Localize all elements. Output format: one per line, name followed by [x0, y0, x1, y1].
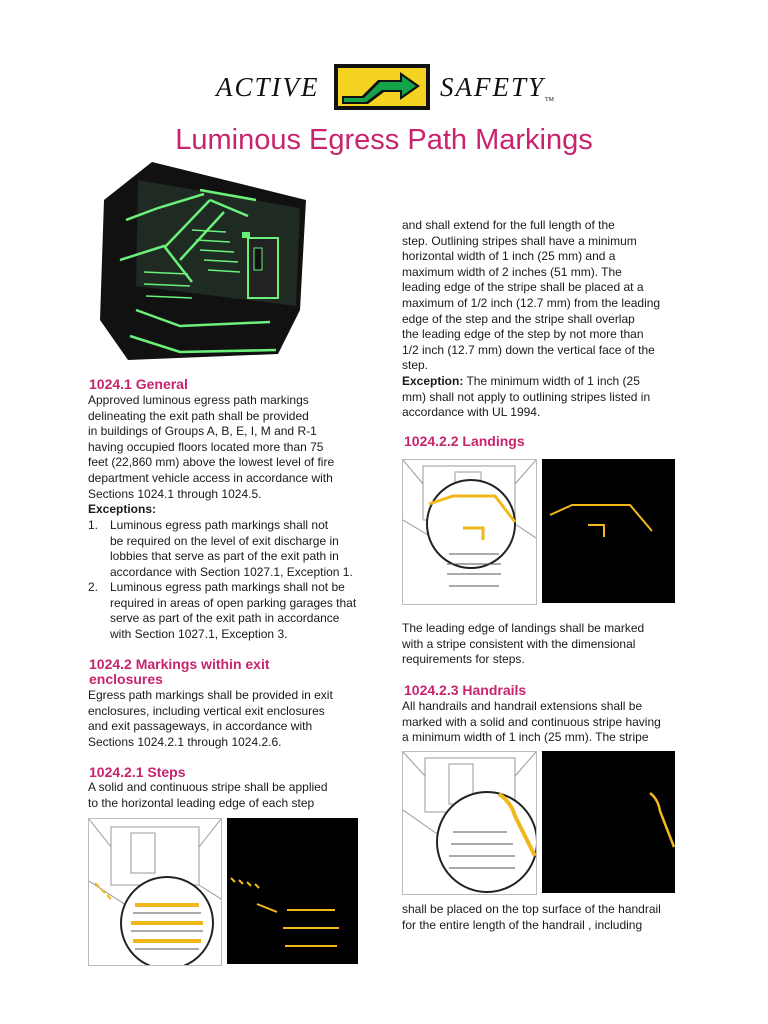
heading-steps: 1024.2.1 Steps	[89, 764, 186, 780]
brand-safety: SAFETYTM	[440, 72, 555, 103]
brand-active: ACTIVE	[216, 72, 320, 102]
exception-item-2: 2. Luminous egress path markings shall not be required in areas of open parking garages that serve as part of the exit path in accordance with Section 1027.1, Exception 3.	[88, 580, 357, 641]
handrails-body: All handrails and handrail extensions shall be marked with a solid and continuous stripe having a minimum width of 1 inch (25 mm). The stripe	[402, 699, 661, 745]
heading-landings: 1024.2.2 Landings	[404, 433, 525, 449]
exceptions-label: Exceptions:	[88, 502, 157, 517]
handrails-line-drawing	[402, 751, 537, 895]
steps-exception-label: Exception:	[402, 373, 464, 388]
markings-body: Egress path markings shall be provided in exit enclosures, including vertical exit enclosures and exit passageways, in accordance with Sections 1024.2.1 through 1024.2.6.	[88, 688, 333, 749]
steps-body: A solid and continuous stripe shall be applied to the horizontal leading edge of each step	[88, 780, 328, 810]
steps-continued: and shall extend for the full length of the step. Outlining stripes shall have a minimum horizontal width of 1 inch (25 mm) and a maximum width of 2 inches (51 mm). The leading edge of the stripe shall be placed at a maximum of 1/2 inch (12.7 mm) from the leading edge of the step and the stripe shall overlap the leading edge of the step by not more than 1/2 inch (12.7 mm) down the vertical face of the step. Exception: The minimum width of 1 inch (25 mm) shall not apply to outlining stripes listed in accordance with UL 1994.	[402, 218, 661, 420]
page-title: Luminous Egress Path Markings	[175, 124, 593, 156]
steps-glow-view	[227, 818, 358, 964]
handrails-continued: shall be placed on the top surface of the handrail for the entire length of the handrail , including	[402, 902, 661, 932]
steps-line-drawing	[88, 818, 222, 966]
heading-handrails: 1024.2.3 Handrails	[404, 682, 527, 698]
general-body: Approved luminous egress path markings delineating the exit path shall be provided in buildings of Groups A, B, E, I, M and R-1 having occupied floors located more than 75 feet (22,860 mm) above the lowest level of fire department vehicle access in accordance with Sections 1024.1 through 1024.5. Exceptions:	[88, 393, 335, 517]
exception-item-1: 1. Luminous egress path markings shall not be required on the level of exit discharge in lobbies that serve as part of the exit path in accordance with Section 1027.1, Exception 1.	[88, 518, 353, 579]
active-safety-logo	[334, 64, 430, 110]
landings-body: The leading edge of landings shall be marked with a stripe consistent with the dimensional requirements for steps.	[402, 621, 645, 667]
handrails-glow-view	[542, 751, 675, 893]
stairwell-illustration	[100, 160, 306, 360]
heading-markings: 1024.2 Markings within exit enclosures	[89, 656, 270, 687]
landings-line-drawing	[402, 459, 537, 605]
landings-glow-view	[542, 459, 675, 603]
trademark: TM	[545, 97, 555, 103]
heading-general: 1024.1 General	[89, 376, 188, 392]
